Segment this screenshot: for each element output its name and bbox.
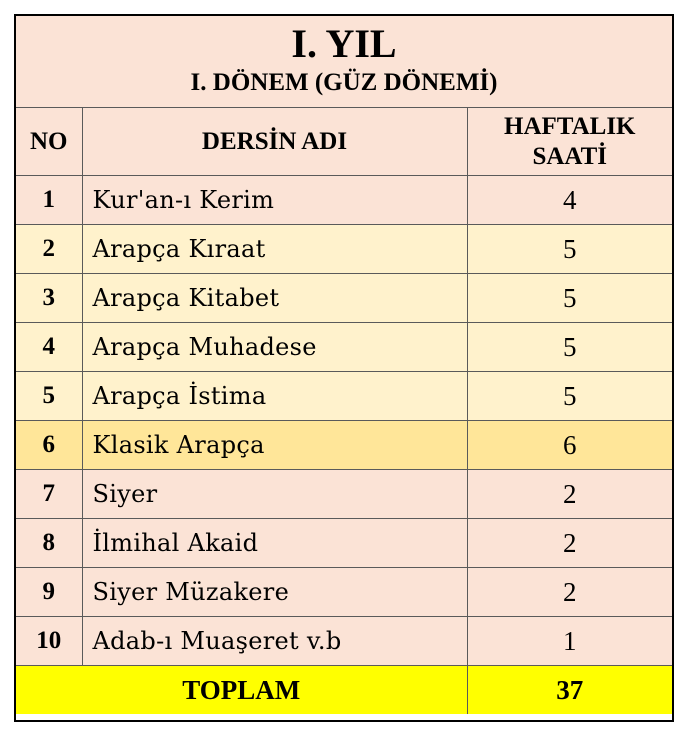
total-row <box>16 666 672 715</box>
table-row <box>16 568 672 617</box>
weekly-hours-line1: HAFTALIK <box>504 112 636 140</box>
column-header-weekly-hours <box>467 108 672 176</box>
row-course-name: Arapça Kıraat <box>82 225 467 274</box>
table-row <box>16 225 672 274</box>
row-course-name: Adab-ı Muaşeret v.b <box>82 617 467 666</box>
curriculum-table-sheet <box>14 14 674 722</box>
column-header-course-name: DERSİN ADI <box>82 108 467 176</box>
row-hours: 2 <box>467 568 672 617</box>
row-hours: 5 <box>467 323 672 372</box>
row-hours: 5 <box>467 372 672 421</box>
row-hours: 2 <box>467 470 672 519</box>
total-value: 37 <box>467 666 672 715</box>
row-hours: 6 <box>467 421 672 470</box>
table-row <box>16 323 672 372</box>
row-hours: 5 <box>467 274 672 323</box>
total-label: TOPLAM <box>16 666 467 715</box>
row-hours: 2 <box>467 519 672 568</box>
table-row <box>16 176 672 225</box>
row-hours: 1 <box>467 617 672 666</box>
row-no: 5 <box>16 372 82 421</box>
weekly-hours-line2: SAATİ <box>532 142 608 170</box>
row-course-name: Kur'an-ı Kerim <box>82 176 467 225</box>
row-course-name: Arapça İstima <box>82 372 467 421</box>
row-course-name: Siyer <box>82 470 467 519</box>
row-no: 9 <box>16 568 82 617</box>
row-course-name: Klasik Arapça <box>82 421 467 470</box>
year-title: I. YIL <box>291 21 397 66</box>
row-no: 4 <box>16 323 82 372</box>
row-course-name: Arapça Muhadese <box>82 323 467 372</box>
row-course-name: Siyer Müzakere <box>82 568 467 617</box>
row-no: 10 <box>16 617 82 666</box>
table-row <box>16 617 672 666</box>
row-no: 2 <box>16 225 82 274</box>
table-row <box>16 519 672 568</box>
row-hours: 4 <box>467 176 672 225</box>
semester-subtitle: I. DÖNEM (GÜZ DÖNEMİ) <box>190 69 498 96</box>
row-no: 3 <box>16 274 82 323</box>
row-no: 8 <box>16 519 82 568</box>
row-hours: 5 <box>467 225 672 274</box>
row-course-name: Arapça Kitabet <box>82 274 467 323</box>
table-row <box>16 372 672 421</box>
column-header-no: NO <box>16 108 82 176</box>
column-header-row <box>16 108 672 176</box>
row-no: 1 <box>16 176 82 225</box>
table-header <box>16 16 672 108</box>
course-table <box>16 108 672 714</box>
table-row <box>16 421 672 470</box>
row-no: 7 <box>16 470 82 519</box>
row-course-name: İlmihal Akaid <box>82 519 467 568</box>
table-row <box>16 470 672 519</box>
table-row <box>16 274 672 323</box>
row-no: 6 <box>16 421 82 470</box>
